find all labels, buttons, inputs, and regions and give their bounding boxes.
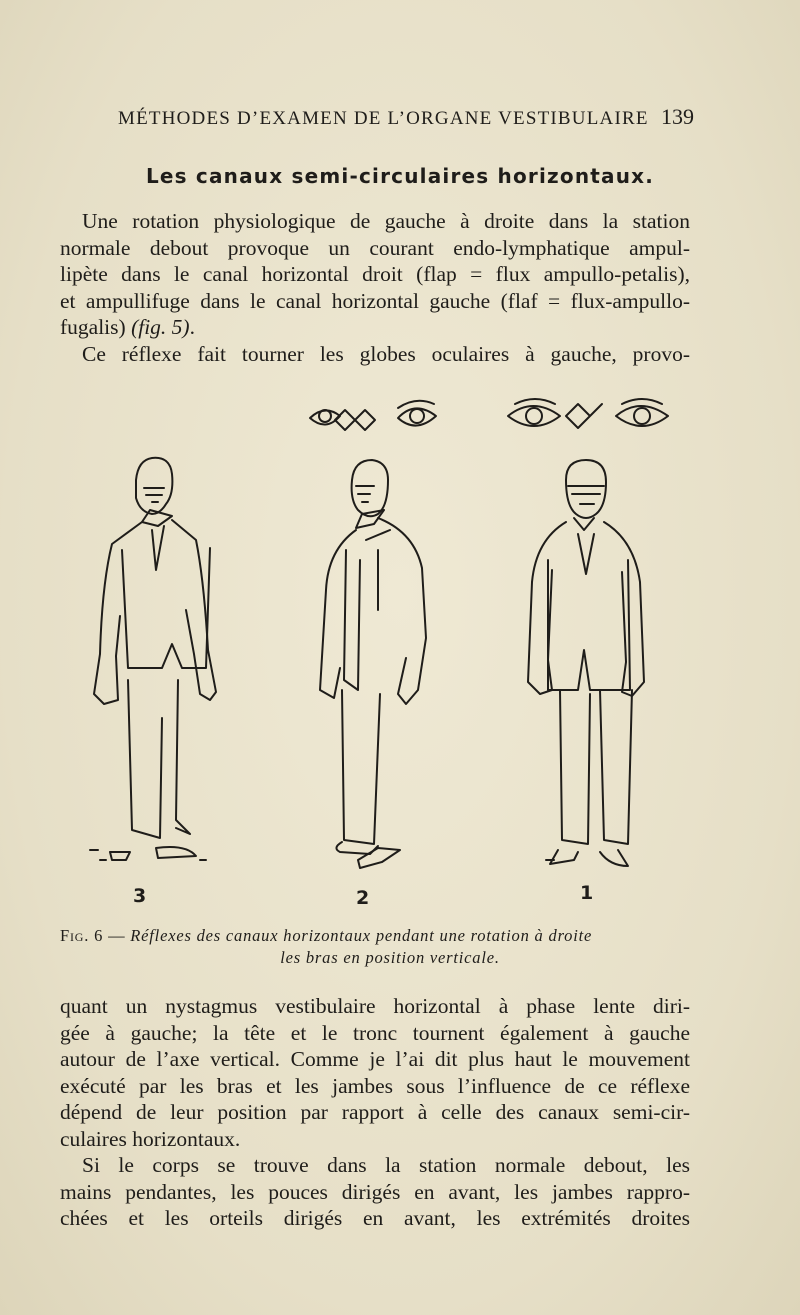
figure-caption (60, 925, 700, 969)
caption-label: Fig. 6 (60, 926, 104, 945)
paragraph-line: Ce réflexe fait tourner les globes oculaires à gauche, provo- (82, 341, 690, 366)
figure-number-2: 2 (356, 887, 370, 909)
paragraph-end: . (189, 315, 195, 339)
paragraph-line: autour de l’axe vertical. Comme je l’ai dit plus haut le mouvement (60, 1047, 690, 1071)
section-title: Les canaux semi-circulaires horizontaux. (145, 164, 655, 188)
standing-figure-3 (90, 458, 216, 860)
paragraph-line: normale debout provoque un courant endo-lymphatique ampul- (60, 235, 690, 260)
figure-reference: (fig. 5) (131, 315, 190, 339)
paragraph-line: gée à gauche; la tête et le tronc tournent également à gauche (60, 1020, 690, 1045)
paragraph-line: et ampullifuge dans le canal horizontal gauche (flaf = flux-ampullo- (60, 288, 690, 313)
caption-text: Réflexes des canaux horizontaux pendant une rotation à droite (130, 926, 593, 945)
caption-line-1 (60, 926, 592, 945)
figure-illustration (60, 390, 700, 910)
paragraph-line: Si le corps se trouve dans la station normale debout, les (82, 1153, 690, 1177)
paragraph-line: exécuté par les bras et les jambes sous l’influence de ce réflexe (60, 1073, 690, 1098)
paragraph-line-last (60, 314, 690, 341)
standing-figure-1 (528, 460, 644, 866)
running-title: MÉTHODES D’EXAMEN DE L’ORGANE VESTIBULAIRE (118, 108, 649, 129)
paragraph-4 (60, 1152, 690, 1232)
page-number: 139 (661, 104, 694, 129)
paragraph-line: Une rotation physiologique de gauche à droite dans la station (82, 209, 690, 233)
paragraph-line: quant un nystagmus vestibulaire horizontal à phase lente diri- (60, 994, 690, 1018)
eyes-nystagmus-right-icon (508, 399, 668, 428)
paragraph-3 (60, 993, 690, 1152)
paragraph-line: dépend de leur position par rapport à celle des canaux semi-cir- (60, 1100, 690, 1124)
figure-6 (60, 390, 700, 910)
paragraph-line: culaires horizontaux. (60, 1126, 241, 1151)
figure-number-3: 3 (133, 885, 147, 907)
paragraph-line: fugalis) (60, 315, 132, 339)
paragraph-line: lipète dans le canal horizontal droit (flap = flux ampullo-petalis), (60, 262, 690, 286)
standing-figure-2 (320, 460, 426, 868)
paragraph-line: mains pendantes, les pouces dirigés en avant, les jambes rappro- (60, 1179, 690, 1204)
eyes-nystagmus-left-icon (310, 401, 436, 430)
caption-line-2: les bras en position verticale. (280, 948, 500, 967)
paragraph-line: chées et les orteils dirigés en avant, les extrémités droites (60, 1206, 690, 1230)
caption-dash: — (103, 926, 131, 945)
paragraph-1 (60, 208, 690, 367)
figure-number-1: 1 (580, 882, 594, 904)
running-head (118, 104, 694, 134)
